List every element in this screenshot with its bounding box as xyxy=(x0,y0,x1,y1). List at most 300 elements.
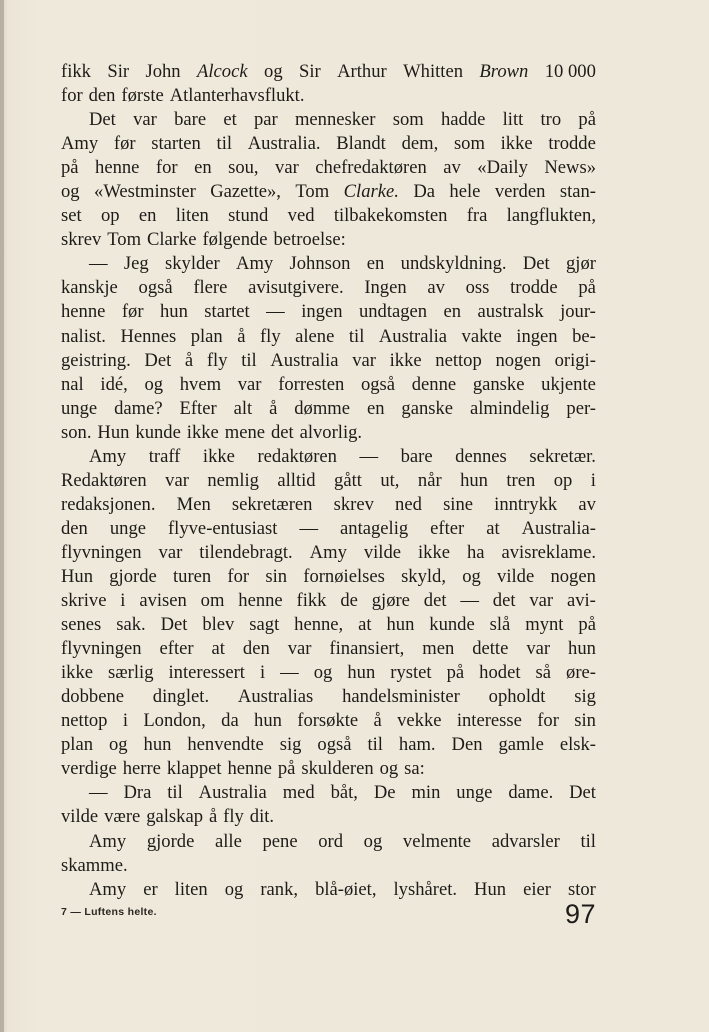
word: forsøkte xyxy=(297,710,359,732)
word: dobbene xyxy=(61,686,124,708)
body-text xyxy=(61,60,596,902)
word: Det xyxy=(522,253,550,275)
word: da xyxy=(221,710,239,732)
word: ikke xyxy=(417,541,450,563)
text-line xyxy=(61,108,596,132)
word: tro xyxy=(540,109,562,131)
word: nogen xyxy=(495,349,541,371)
word: båt, xyxy=(330,782,358,804)
word: vilde xyxy=(363,541,402,563)
word: London, xyxy=(143,710,206,732)
word: var xyxy=(529,590,554,612)
word: kunde xyxy=(429,614,475,636)
word: med xyxy=(282,782,315,804)
word: å xyxy=(373,710,382,732)
word: Australia- xyxy=(521,517,596,539)
word: skrev xyxy=(61,229,102,251)
word: å xyxy=(269,397,278,419)
word: hodet xyxy=(479,662,521,684)
word: «Westminster xyxy=(94,181,196,203)
word: dame? xyxy=(114,397,163,419)
word: i xyxy=(590,469,596,491)
word: turen xyxy=(172,565,212,587)
word: oss xyxy=(465,277,490,299)
word: rystet xyxy=(390,662,432,684)
word: til xyxy=(580,830,596,852)
text-line xyxy=(61,781,596,805)
text-line xyxy=(61,180,596,204)
word: Det xyxy=(569,782,596,804)
word: alene xyxy=(295,325,335,347)
word: set xyxy=(61,205,82,227)
word: stor xyxy=(567,878,596,900)
word: var xyxy=(526,638,551,660)
word: Amy xyxy=(61,133,99,155)
word: John xyxy=(145,61,181,82)
word: interessert xyxy=(168,662,245,684)
word: Atlanterhavsflukt. xyxy=(169,85,305,107)
word: inntrykk xyxy=(494,493,558,515)
word: dame. xyxy=(508,782,554,804)
word: blev xyxy=(202,614,235,636)
word: starten xyxy=(151,133,201,155)
word: alle xyxy=(214,830,242,852)
word: gamle xyxy=(498,734,544,756)
word: hun xyxy=(568,638,596,660)
word: son. xyxy=(61,421,92,443)
word: av xyxy=(427,277,445,299)
word: Amy xyxy=(309,541,347,563)
word: den xyxy=(242,638,270,660)
text-line xyxy=(61,469,596,493)
text-line xyxy=(61,325,596,349)
word: sagt xyxy=(249,614,280,636)
word: var xyxy=(165,469,189,491)
word: fikk xyxy=(296,590,327,612)
word: Det xyxy=(144,349,172,371)
text-line xyxy=(61,613,596,637)
word: var xyxy=(158,541,183,563)
page-binding-edge xyxy=(0,0,4,1032)
word: Hun xyxy=(61,565,94,587)
word: alt xyxy=(233,397,253,419)
word: i xyxy=(259,662,266,684)
word: på xyxy=(578,614,596,636)
word: herre xyxy=(122,758,161,780)
word: Efter xyxy=(179,397,217,419)
word: lyshåret. xyxy=(393,878,458,900)
text-line xyxy=(61,252,596,276)
word: ned xyxy=(395,493,422,515)
word: chefredaktøren xyxy=(315,157,427,179)
word: for xyxy=(61,85,83,107)
word: Den xyxy=(451,734,483,756)
word: avisreklame. xyxy=(501,541,596,563)
word: gjør xyxy=(565,253,596,275)
word: også xyxy=(317,734,352,756)
text-line xyxy=(61,565,596,589)
word: og xyxy=(462,565,481,587)
word: tilendebragt. xyxy=(199,541,293,563)
word: var xyxy=(287,638,312,660)
word: pene xyxy=(262,830,298,852)
word: til xyxy=(241,349,257,371)
text-line xyxy=(61,541,596,565)
word: henne xyxy=(227,758,272,780)
word: handelsminister xyxy=(342,686,460,708)
word: som xyxy=(453,133,485,155)
text-line xyxy=(61,637,596,661)
word: redaktøren xyxy=(257,445,337,467)
word: at xyxy=(486,517,500,539)
word: kunde xyxy=(135,421,181,443)
word: mennesker xyxy=(294,109,376,131)
word: be- xyxy=(572,325,596,347)
word: «Daily xyxy=(477,157,528,179)
word: og xyxy=(363,830,383,852)
text-line xyxy=(61,685,596,709)
word: Australia xyxy=(378,325,448,347)
word: mynt xyxy=(525,614,564,636)
word: bare xyxy=(400,445,433,467)
word: geistring. xyxy=(61,349,131,371)
word: senes xyxy=(61,614,102,636)
word: å xyxy=(184,349,194,371)
word: sin xyxy=(574,710,596,732)
word: sine xyxy=(443,493,474,515)
word: før xyxy=(121,301,144,323)
word: nemlig xyxy=(207,469,259,491)
word: par xyxy=(253,109,278,131)
word: trodde xyxy=(510,277,558,299)
word: Alcock xyxy=(197,61,248,82)
word: stan- xyxy=(559,181,596,203)
word: nal xyxy=(61,373,84,395)
word: var xyxy=(133,109,157,131)
word: klappet xyxy=(166,758,222,780)
word: ganske xyxy=(472,373,525,395)
word: verdige xyxy=(61,758,117,780)
word: bare xyxy=(174,109,207,131)
word: unge xyxy=(61,397,98,419)
word: ord xyxy=(318,830,344,852)
word: Amy xyxy=(89,445,127,467)
word: Tom xyxy=(107,229,142,251)
word: en xyxy=(366,397,385,419)
text-line xyxy=(61,878,596,902)
text-line xyxy=(61,276,596,300)
word: den xyxy=(88,85,116,107)
word: trodde xyxy=(548,133,596,155)
word: De xyxy=(373,782,396,804)
word: skrive xyxy=(61,590,107,612)
word: den xyxy=(61,517,88,539)
word: en xyxy=(194,157,212,179)
word: det xyxy=(270,421,294,443)
word: Det xyxy=(160,614,188,636)
word: elsk- xyxy=(559,734,596,756)
word: betroelse: xyxy=(273,229,346,251)
word: vilde xyxy=(497,565,535,587)
word: ingen xyxy=(516,325,558,347)
word: for xyxy=(155,157,178,179)
word: vakte xyxy=(461,325,502,347)
word: Sir xyxy=(107,61,130,82)
word: av xyxy=(578,493,596,515)
text-line xyxy=(61,60,596,84)
word: dem, xyxy=(401,133,439,155)
word: avisutgivere. xyxy=(248,277,344,299)
word: idé, xyxy=(100,373,128,395)
word: ganske xyxy=(401,397,454,419)
word: liten xyxy=(175,205,209,227)
text-line xyxy=(61,156,596,180)
word: vekke xyxy=(397,710,442,732)
word: Australia xyxy=(198,782,267,804)
word: Dra xyxy=(123,782,152,804)
word: undtagen xyxy=(358,301,428,323)
word: sa: xyxy=(404,758,425,780)
word: Da xyxy=(413,181,435,203)
word: velmente xyxy=(402,830,472,852)
text-line xyxy=(61,228,596,252)
word: fly xyxy=(223,806,244,828)
word: og xyxy=(264,61,283,82)
word: Tom xyxy=(295,181,330,203)
word: almindelig xyxy=(469,397,550,419)
word: Ingen xyxy=(364,277,407,299)
word: hun xyxy=(159,301,188,323)
word: mene xyxy=(224,421,265,443)
word: Australia xyxy=(270,349,339,371)
word: ut, xyxy=(380,469,400,491)
word: avi- xyxy=(566,590,596,612)
word: flyve-entusiast xyxy=(167,517,278,539)
word: hele xyxy=(449,181,481,203)
word: ingen xyxy=(301,301,343,323)
word: fly xyxy=(259,325,281,347)
word: — xyxy=(460,590,479,612)
word: hadde xyxy=(440,109,486,131)
word: skamme. xyxy=(61,854,128,876)
word: rank, xyxy=(260,878,299,900)
word: henne xyxy=(95,157,140,179)
word: ikke xyxy=(61,662,94,684)
word: eier xyxy=(523,878,551,900)
word: Amy xyxy=(89,830,127,852)
word: 10 000 xyxy=(544,61,596,82)
word: sig xyxy=(574,686,596,708)
word: for xyxy=(227,565,250,587)
text-line xyxy=(61,132,596,156)
word: Men xyxy=(176,493,211,515)
word: liten xyxy=(174,878,208,900)
word: Clarke xyxy=(146,229,197,251)
word: være xyxy=(104,806,141,828)
word: Arthur xyxy=(337,61,387,82)
word: tren xyxy=(506,469,536,491)
word: en xyxy=(366,253,385,275)
word: om xyxy=(200,590,225,612)
printer-signature: 7 — Luftens helte. xyxy=(61,906,157,918)
word: unge xyxy=(456,782,493,804)
word: — xyxy=(266,301,285,323)
word: henne xyxy=(238,590,283,612)
word: var xyxy=(237,373,262,395)
word: forresten xyxy=(278,373,345,395)
word: var xyxy=(352,349,376,371)
page-number: 97 xyxy=(565,899,597,929)
word: skylder xyxy=(164,253,220,275)
text-line xyxy=(61,709,596,733)
word: Australias xyxy=(237,686,314,708)
word: til xyxy=(367,734,383,756)
word: op xyxy=(100,205,120,227)
word: nettop xyxy=(61,710,108,732)
word: hun xyxy=(254,710,282,732)
word: unge xyxy=(109,517,146,539)
text-line xyxy=(61,517,596,541)
word: sou, xyxy=(228,157,259,179)
word: et xyxy=(223,109,237,131)
word: de xyxy=(340,590,358,612)
word: undskyldning. xyxy=(400,253,507,275)
word: Hun xyxy=(474,878,507,900)
text-line xyxy=(61,661,596,685)
word: plan xyxy=(61,734,94,756)
word: ikke xyxy=(389,349,422,371)
word: ha xyxy=(466,541,485,563)
word: at xyxy=(211,638,225,660)
word: også xyxy=(138,277,173,299)
word: Clarke. xyxy=(343,181,399,203)
word: av xyxy=(443,157,461,179)
word: og xyxy=(108,734,128,756)
word: Jeg xyxy=(123,253,149,275)
word: avisen xyxy=(139,590,187,612)
word: skrev xyxy=(333,493,374,515)
word: dit. xyxy=(249,806,275,828)
text-line xyxy=(61,757,596,781)
word: som xyxy=(392,109,424,131)
word: jour- xyxy=(560,301,596,323)
word: Amy xyxy=(89,878,127,900)
word: — xyxy=(89,253,108,275)
word: blå-øiet, xyxy=(315,878,377,900)
word: før xyxy=(113,133,136,155)
word: alvorlig. xyxy=(299,421,363,443)
word: skyld, xyxy=(401,565,447,587)
word: sekretær. xyxy=(529,445,596,467)
word: Sir xyxy=(299,61,321,82)
word: hun xyxy=(347,662,376,684)
word: efter xyxy=(430,517,465,539)
word: det xyxy=(492,590,516,612)
text-line xyxy=(61,854,596,878)
word: gjorde xyxy=(109,565,157,587)
word: øre- xyxy=(566,662,596,684)
word: at xyxy=(358,614,372,636)
text-line xyxy=(61,300,596,324)
word: særlig xyxy=(108,662,154,684)
word: på xyxy=(61,157,79,179)
word: Whitten xyxy=(403,61,464,82)
word: henne, xyxy=(294,614,344,636)
word: Redaktøren xyxy=(61,469,147,491)
word: sin xyxy=(265,565,288,587)
word: og xyxy=(61,181,80,203)
text-line xyxy=(61,805,596,829)
text-line xyxy=(61,84,596,108)
word: på xyxy=(277,758,296,780)
word: ikke xyxy=(202,445,235,467)
word: Johnson xyxy=(289,253,351,275)
word: i xyxy=(122,710,128,732)
text-line xyxy=(61,445,596,469)
word: — xyxy=(89,782,108,804)
word: traff xyxy=(148,445,181,467)
word: fly xyxy=(206,349,228,371)
word: efter xyxy=(159,638,194,660)
word: hvem xyxy=(179,373,222,395)
word: flyvningen xyxy=(61,541,142,563)
word: flere xyxy=(193,277,228,299)
word: nogen xyxy=(550,565,596,587)
word: på xyxy=(578,277,596,299)
word: Hun xyxy=(97,421,130,443)
word: galskap xyxy=(146,806,204,828)
word: flyvningen xyxy=(61,638,142,660)
word: ikke xyxy=(500,133,533,155)
word: så xyxy=(535,662,551,684)
word: til xyxy=(348,325,365,347)
word: Australia. xyxy=(247,133,321,155)
word: dinglet. xyxy=(152,686,210,708)
word: og xyxy=(313,662,333,684)
text-line xyxy=(61,733,596,757)
word: kanskje xyxy=(61,277,118,299)
word: sak. xyxy=(116,614,146,636)
word: tilbakekomsten xyxy=(333,205,448,227)
word: finansiert, xyxy=(329,638,405,660)
word: dømme xyxy=(294,397,351,419)
word: vilde xyxy=(61,806,99,828)
word: hun xyxy=(460,469,488,491)
text-line xyxy=(61,589,596,613)
word: gjøre xyxy=(371,590,410,612)
word: når xyxy=(417,469,442,491)
word: — xyxy=(299,517,319,539)
text-line xyxy=(61,421,596,445)
word: stund xyxy=(228,205,269,227)
word: henvendte xyxy=(187,734,264,756)
word: også xyxy=(360,373,396,395)
word: for xyxy=(537,710,559,732)
text-line xyxy=(61,397,596,421)
word: nettop xyxy=(435,349,482,371)
word: følgende xyxy=(202,229,268,251)
word: Blandt xyxy=(336,133,386,155)
word: op xyxy=(553,469,573,491)
word: startet xyxy=(204,301,250,323)
word: gjorde xyxy=(146,830,195,852)
word: hun xyxy=(143,734,172,756)
word: per- xyxy=(566,397,596,419)
word: dette xyxy=(472,638,509,660)
word: på xyxy=(446,662,465,684)
word: Hennes xyxy=(120,325,177,347)
word: fikk xyxy=(61,61,91,82)
